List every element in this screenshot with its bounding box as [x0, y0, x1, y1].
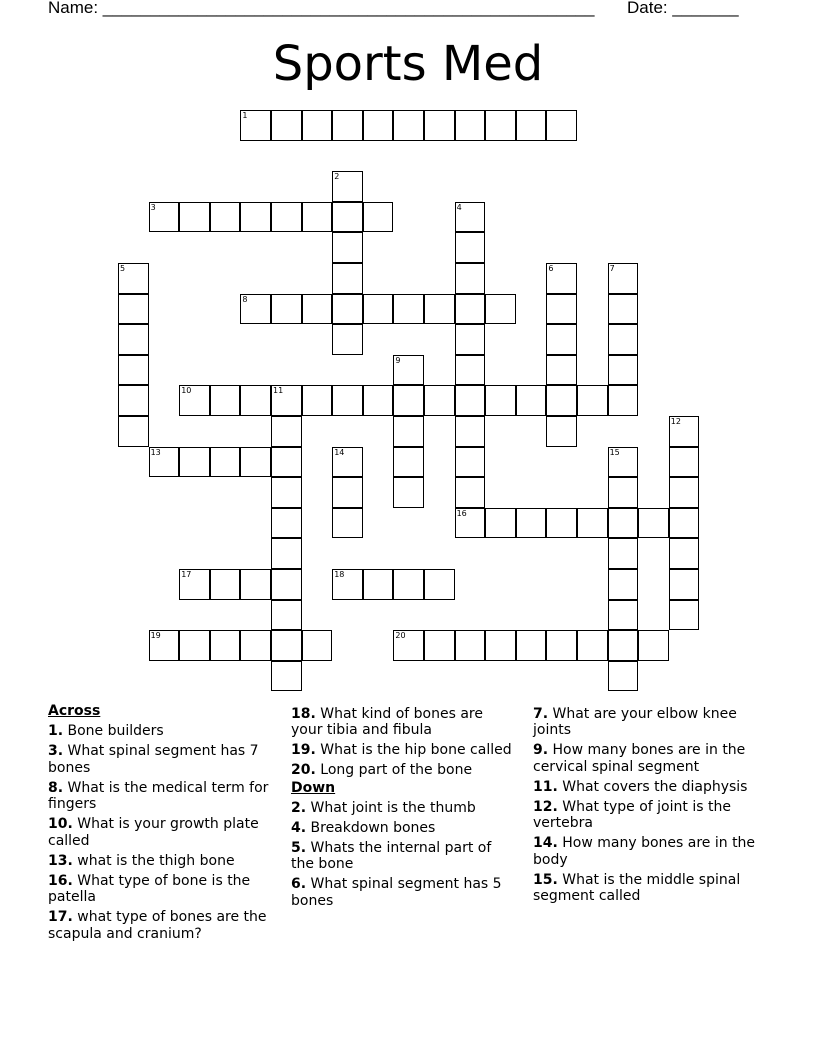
- grid-cell[interactable]: [608, 508, 639, 539]
- clue-text: What is your growth plate called: [48, 816, 259, 849]
- clue: [291, 840, 516, 873]
- grid-cell[interactable]: [455, 447, 486, 478]
- grid-cell[interactable]: [516, 110, 547, 141]
- grid-cell[interactable]: [332, 202, 363, 233]
- clue-number: 8: [242, 294, 248, 304]
- clue: [533, 779, 768, 796]
- grid-cell[interactable]: [577, 630, 608, 661]
- clue: [533, 872, 768, 905]
- grid-cell[interactable]: [302, 110, 333, 141]
- grid-cell[interactable]: [302, 385, 333, 416]
- grid-cell[interactable]: [669, 447, 700, 478]
- grid-cell[interactable]: [455, 110, 486, 141]
- grid-cell[interactable]: [455, 355, 486, 386]
- grid-cell[interactable]: [179, 630, 210, 661]
- grid-cell[interactable]: [455, 477, 486, 508]
- clue: [533, 799, 768, 832]
- grid-cell[interactable]: [271, 294, 302, 325]
- grid-cell[interactable]: [608, 355, 639, 386]
- clue-text: what is the thigh bone: [72, 852, 235, 869]
- grid-cell[interactable]: [210, 447, 241, 478]
- clue-number: 14: [334, 447, 345, 457]
- grid-cell[interactable]: [608, 630, 639, 661]
- clue-number-label: 6.: [291, 876, 307, 892]
- grid-cell[interactable]: [363, 202, 394, 233]
- grid-cell[interactable]: [363, 385, 394, 416]
- clue-number-label: 1.: [48, 723, 64, 739]
- grid-cell[interactable]: [302, 202, 333, 233]
- grid-cell[interactable]: [455, 294, 486, 325]
- grid-cell[interactable]: [332, 294, 363, 325]
- clue-text: Breakdown bones: [306, 819, 436, 836]
- clue-number: 7: [609, 264, 615, 273]
- grid-cell[interactable]: [118, 416, 149, 447]
- clue-number-label: 9.: [533, 742, 549, 758]
- grid-cell[interactable]: [455, 324, 486, 355]
- grid-cell[interactable]: [485, 110, 516, 141]
- clue-number-label: 13.: [48, 852, 73, 869]
- grid-cell[interactable]: [424, 294, 455, 325]
- grid-cell[interactable]: [118, 385, 149, 416]
- puzzle-title: Sports Med: [272, 36, 544, 92]
- grid-cell[interactable]: [546, 294, 577, 325]
- name-field[interactable]: Name: ____________________________________________________: [48, 0, 595, 17]
- clue-text: Whats the internal part of the bone: [291, 839, 492, 872]
- clues-column-2: [291, 702, 516, 909]
- grid-cell[interactable]: [271, 569, 302, 600]
- clue-number: 6: [548, 264, 554, 273]
- grid-cell[interactable]: [271, 416, 302, 447]
- grid-cell[interactable]: [393, 385, 424, 416]
- clue-text: Long part of the bone: [315, 762, 473, 778]
- clue-number: 2: [334, 172, 340, 182]
- grid-cell[interactable]: [546, 324, 577, 355]
- clue-number-label: 4.: [291, 819, 307, 836]
- grid-cell[interactable]: [363, 294, 394, 325]
- clue-number-label: 8.: [48, 779, 64, 796]
- grid-cell[interactable]: [638, 508, 669, 539]
- clue-text: What covers the diaphysis: [557, 778, 748, 795]
- clue-number: 4: [456, 202, 462, 212]
- grid-cell[interactable]: [332, 263, 363, 294]
- clue: [291, 800, 516, 817]
- grid-cell[interactable]: [363, 569, 394, 600]
- grid-cell[interactable]: [485, 385, 516, 416]
- clue-text: What are your elbow knee joints: [533, 705, 737, 738]
- grid-cell[interactable]: [332, 232, 363, 263]
- grid-cell[interactable]: [669, 508, 700, 539]
- clue: [291, 706, 516, 739]
- grid-cell[interactable]: [271, 477, 302, 508]
- grid-cell[interactable]: [363, 110, 394, 141]
- grid-cell[interactable]: [455, 263, 486, 294]
- grid-cell[interactable]: [424, 630, 455, 661]
- clue-text: what type of bones are the scapula and cranium?: [48, 909, 267, 942]
- grid-cell[interactable]: [608, 569, 639, 600]
- clue-number-label: 12.: [533, 798, 558, 815]
- clue: [291, 762, 516, 779]
- clue: [533, 706, 768, 739]
- clue-number: 3: [150, 202, 156, 212]
- grid-cell[interactable]: [393, 447, 424, 478]
- clue-number-label: 19.: [291, 742, 316, 758]
- grid-cell[interactable]: [516, 630, 547, 661]
- clue: [533, 835, 768, 868]
- clue-text: What is the medical term for fingers: [48, 779, 269, 812]
- clue: [48, 873, 280, 906]
- grid-cell[interactable]: [608, 324, 639, 355]
- grid-cell[interactable]: [546, 385, 577, 416]
- grid-cell[interactable]: [332, 324, 363, 355]
- clue-number: 9: [395, 355, 401, 365]
- grid-cell[interactable]: [608, 385, 639, 416]
- grid-cell[interactable]: [332, 477, 363, 508]
- clue: [48, 909, 280, 942]
- grid-cell[interactable]: [455, 630, 486, 661]
- clue-number: 12: [670, 417, 681, 426]
- clue-text: What type of bone is the patella: [48, 872, 251, 905]
- clue-number: 19: [150, 631, 161, 641]
- grid-cell[interactable]: [669, 477, 700, 508]
- clue: [48, 723, 280, 740]
- grid-cell[interactable]: [332, 508, 363, 539]
- grid-cell[interactable]: [271, 630, 302, 661]
- clue-text: Bone builders: [63, 723, 164, 739]
- grid-cell[interactable]: [302, 294, 333, 325]
- grid-cell[interactable]: [546, 508, 577, 539]
- clue-text: How many bones are in the cervical spinal segment: [533, 742, 746, 775]
- clue-number: 16: [456, 508, 467, 518]
- grid-cell[interactable]: [393, 477, 424, 508]
- grid-cell[interactable]: [240, 385, 271, 416]
- grid-cell[interactable]: [240, 202, 271, 233]
- grid-cell[interactable]: [179, 447, 210, 478]
- grid-cell[interactable]: [424, 110, 455, 141]
- clue-number: 17: [181, 570, 192, 579]
- grid-cell[interactable]: [271, 661, 302, 692]
- clue-number-label: 14.: [533, 835, 558, 851]
- grid-cell[interactable]: [608, 600, 639, 631]
- clue: [291, 876, 516, 909]
- clue-number: 1: [242, 111, 248, 120]
- grid-cell[interactable]: [240, 569, 271, 600]
- grid-cell[interactable]: [210, 630, 241, 661]
- grid-cell[interactable]: [424, 569, 455, 600]
- grid-cell[interactable]: [240, 630, 271, 661]
- grid-cell[interactable]: [516, 385, 547, 416]
- clue-number: 11: [273, 386, 284, 396]
- clue: [48, 743, 280, 776]
- clue-number-label: 5.: [291, 839, 307, 856]
- clue-number-label: 7.: [533, 705, 549, 722]
- grid-cell[interactable]: [332, 385, 363, 416]
- clue-number-label: 3.: [48, 743, 64, 759]
- grid-cell[interactable]: [118, 294, 149, 325]
- grid-cell[interactable]: [271, 447, 302, 478]
- grid-cell[interactable]: [393, 110, 424, 141]
- clue-text: What is the hip bone called: [315, 742, 512, 758]
- grid-cell[interactable]: [638, 630, 669, 661]
- clue-text: How many bones are in the body: [533, 835, 756, 868]
- clue-number-label: 18.: [291, 705, 316, 722]
- grid-cell[interactable]: [271, 600, 302, 631]
- grid-cell[interactable]: [546, 630, 577, 661]
- grid-cell[interactable]: [210, 202, 241, 233]
- grid-cell[interactable]: [669, 569, 700, 600]
- clue-number-label: 17.: [48, 909, 73, 925]
- clue-number: 20: [395, 631, 406, 641]
- clue-text: What is the middle spinal segment called: [533, 871, 741, 904]
- grid-cell[interactable]: [577, 508, 608, 539]
- grid-cell[interactable]: [669, 600, 700, 631]
- grid-cell[interactable]: [608, 294, 639, 325]
- clue-text: What spinal segment has 7 bones: [48, 743, 259, 776]
- clues-column-1: [48, 702, 280, 942]
- clue-text: What joint is the thumb: [306, 799, 476, 816]
- clue-number-label: 11.: [533, 778, 558, 795]
- grid-cell[interactable]: [485, 508, 516, 539]
- grid-cell[interactable]: [118, 355, 149, 386]
- grid-cell[interactable]: [608, 538, 639, 569]
- clue: [48, 780, 280, 813]
- grid-cell[interactable]: [424, 385, 455, 416]
- grid-cell[interactable]: [546, 110, 577, 141]
- grid-cell[interactable]: [546, 355, 577, 386]
- grid-cell[interactable]: [271, 110, 302, 141]
- grid-cell[interactable]: [485, 630, 516, 661]
- grid-cell[interactable]: [210, 569, 241, 600]
- clue-text: What kind of bones are your tibia and fibula: [291, 705, 483, 738]
- grid-cell[interactable]: [577, 385, 608, 416]
- clue-number-label: 20.: [291, 762, 316, 778]
- grid-cell[interactable]: [608, 661, 639, 692]
- grid-cell[interactable]: [455, 416, 486, 447]
- clue-number: 13: [150, 447, 161, 457]
- clue-number-label: 16.: [48, 872, 73, 889]
- section-heading-across: Across: [48, 703, 101, 719]
- clue-number-label: 15.: [533, 871, 558, 888]
- grid-cell[interactable]: [271, 508, 302, 539]
- clue: [291, 742, 516, 759]
- clue: [533, 742, 768, 775]
- grid-cell[interactable]: [271, 538, 302, 569]
- grid-cell[interactable]: [485, 294, 516, 325]
- section-heading-down: Down: [291, 779, 336, 796]
- clue-number: 5: [120, 264, 126, 273]
- clue-number: 15: [609, 447, 620, 457]
- grid-cell[interactable]: [118, 324, 149, 355]
- clue: [291, 820, 516, 837]
- clue-text: What spinal segment has 5 bones: [291, 876, 502, 909]
- grid-cell[interactable]: [210, 385, 241, 416]
- grid-cell[interactable]: [608, 477, 639, 508]
- grid-cell[interactable]: [455, 385, 486, 416]
- grid-cell[interactable]: [240, 447, 271, 478]
- grid-cell[interactable]: [546, 416, 577, 447]
- grid-cell[interactable]: [669, 538, 700, 569]
- grid-cell[interactable]: [271, 202, 302, 233]
- clue-number-label: 10.: [48, 816, 73, 832]
- grid-cell[interactable]: [393, 569, 424, 600]
- clue: [48, 853, 280, 870]
- grid-cell[interactable]: [302, 630, 333, 661]
- clue-number: 18: [334, 570, 345, 579]
- grid-cell[interactable]: [393, 294, 424, 325]
- clue-text: What type of joint is the vertebra: [533, 798, 731, 831]
- grid-cell[interactable]: [393, 416, 424, 447]
- clue-number-label: 2.: [291, 799, 307, 816]
- grid-cell[interactable]: [455, 232, 486, 263]
- date-field[interactable]: Date: _______: [627, 0, 739, 17]
- grid-cell[interactable]: [332, 110, 363, 141]
- grid-cell[interactable]: [179, 202, 210, 233]
- clues-column-3: [533, 702, 768, 905]
- grid-cell[interactable]: [516, 508, 547, 539]
- clue-number: 10: [181, 386, 192, 396]
- clue: [48, 816, 280, 849]
